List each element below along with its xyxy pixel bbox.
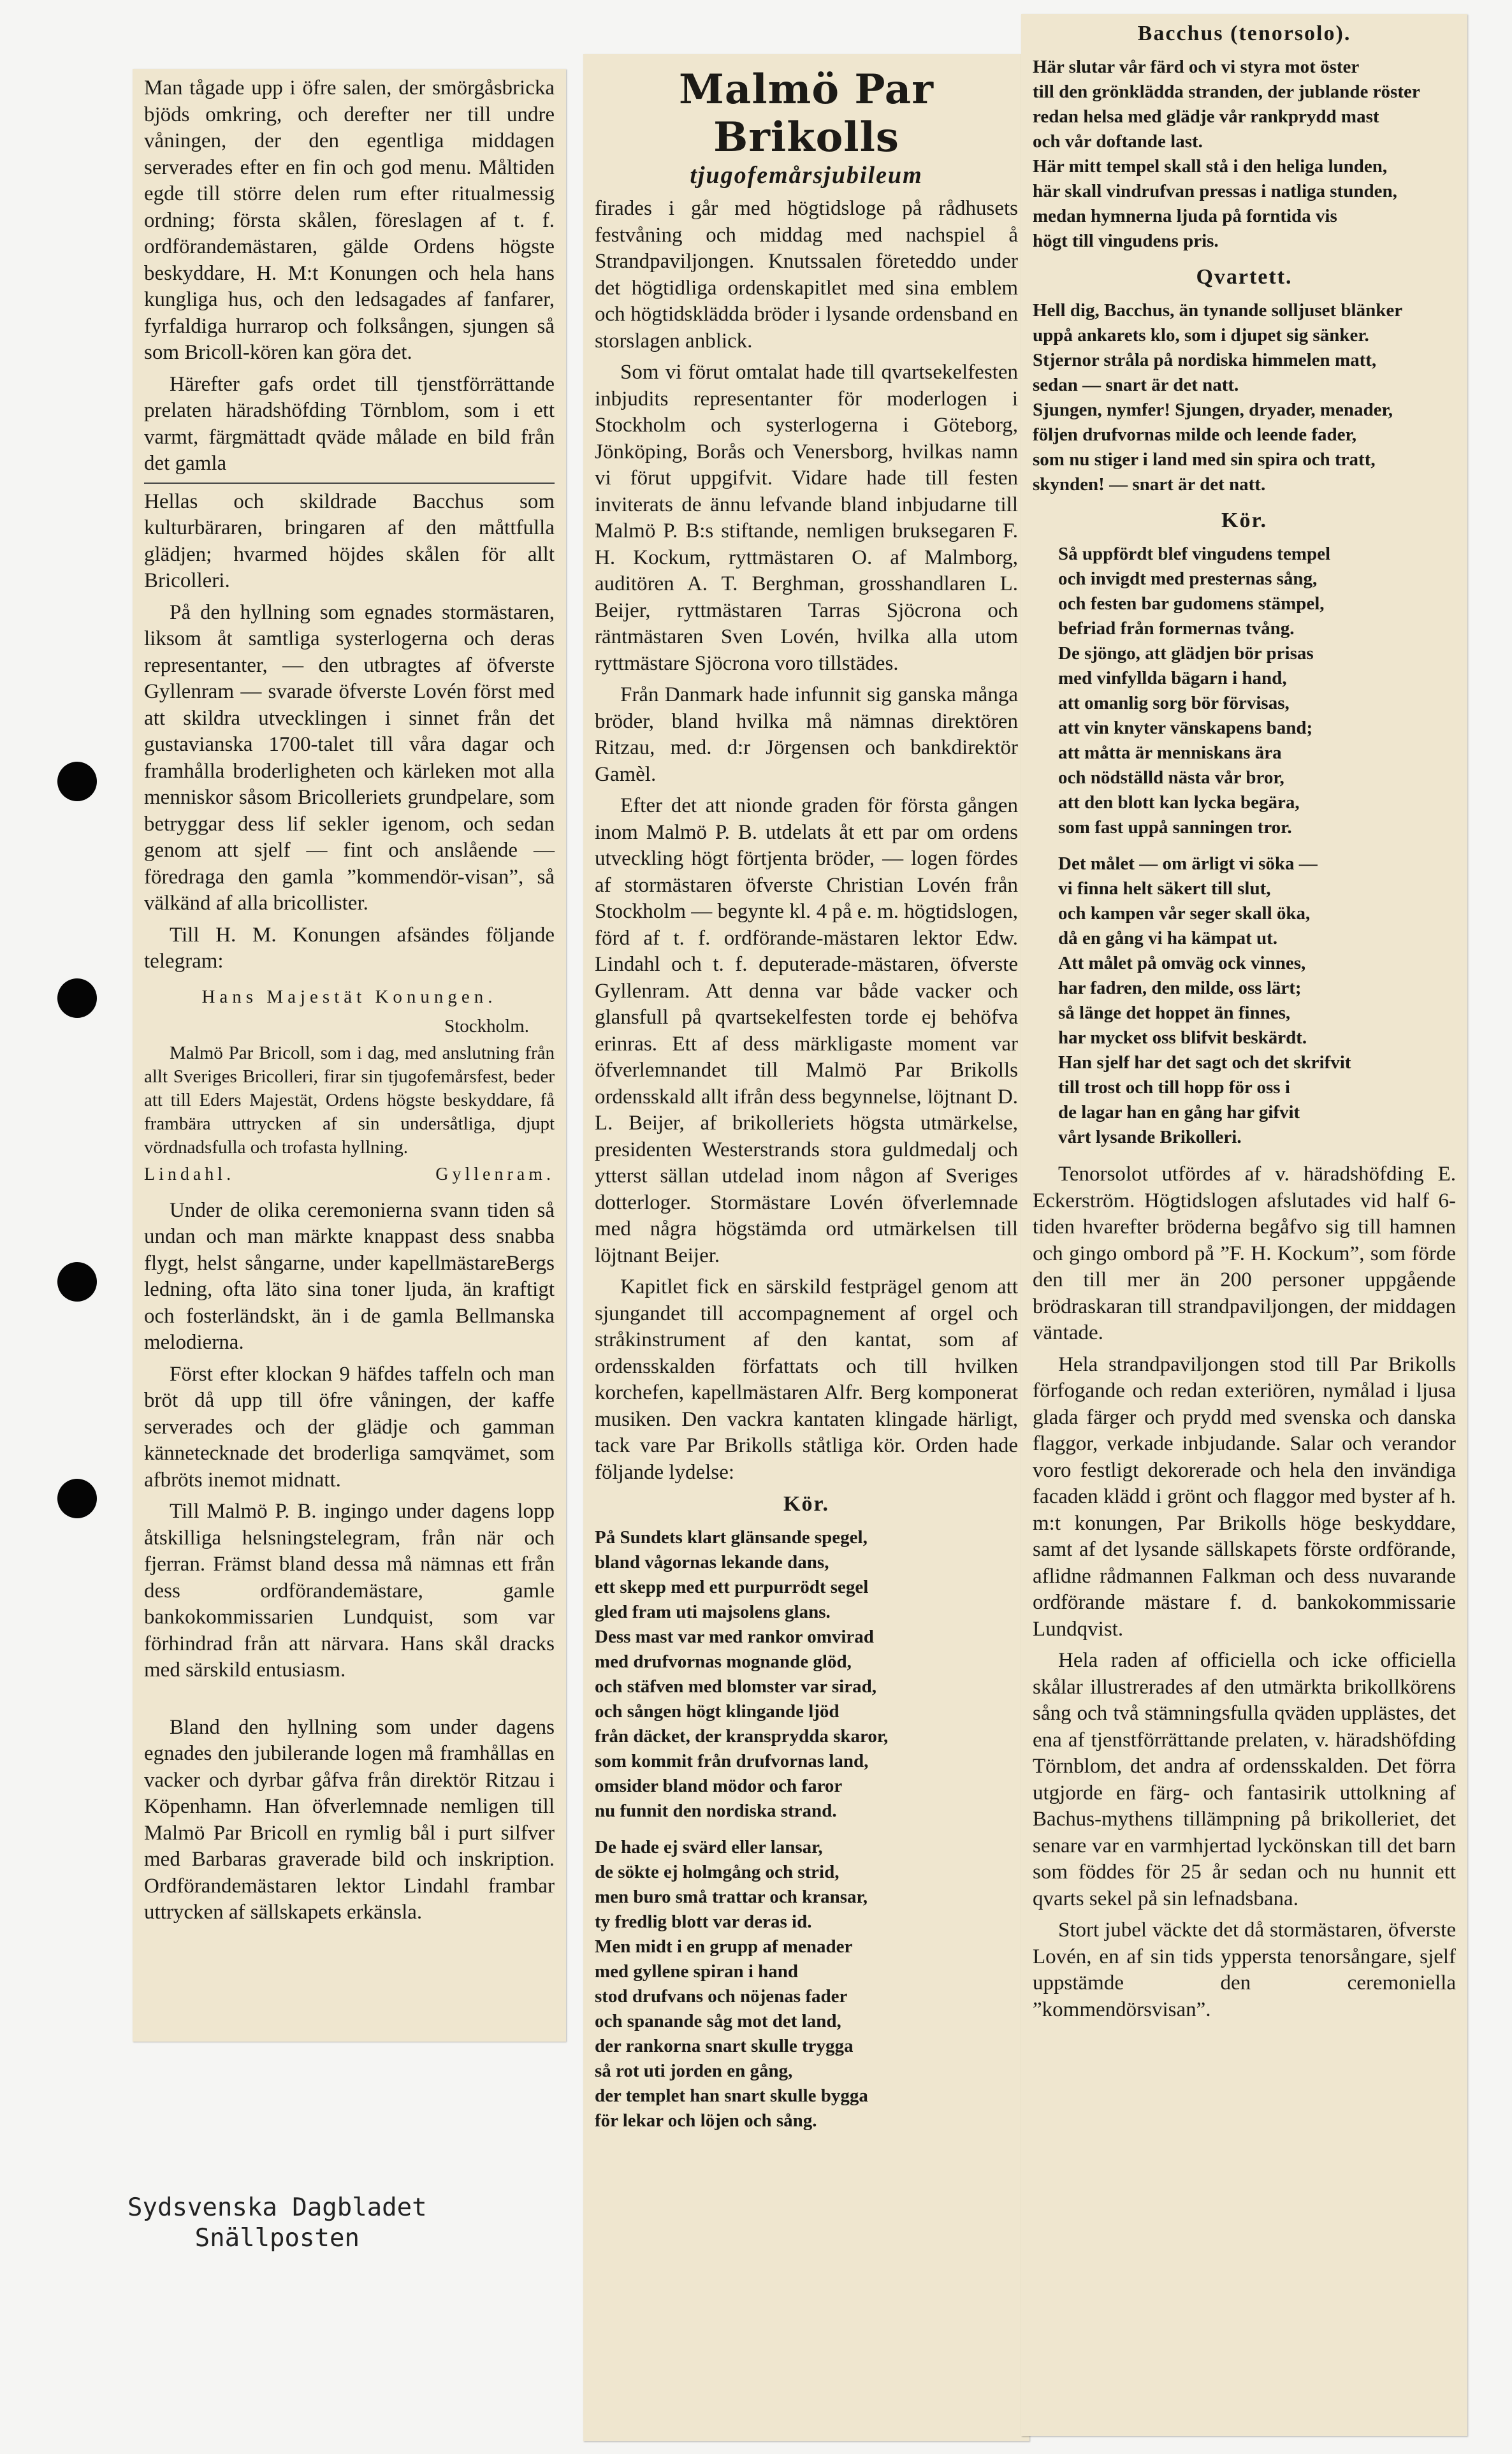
verse-line: så länge det hoppet än finnes,	[1058, 1003, 1291, 1023]
article-paragraph: Hela raden af officiella och icke officiella skålar illustrerades af den utmärkta brikollkörens sång och två stämningsfulla qväden upplästes, det ena af tjenstförrättande prelaten, v. häradshöfding Törnblom, det andra af ordensskalden. Det förra utgjorde en färg- och fantasirik uttolkning af Bachus-mythens tillämpning på brikolleriet, det senare var en varmhjertad lyckönskan till det barn som föddes för 25 år sedan och nu hunnit ett qvarts sekel på sin lefnadsbana.	[1033, 1649, 1456, 1910]
stamp-newspaper-name: Sydsvenska Dagbladet	[127, 2193, 427, 2222]
verse-line: De hade ej svärd eller lansar,	[595, 1837, 823, 1857]
telegram-body: Malmö Par Bricoll, som i dag, med anslutning från allt Sveriges Bricolleri, firar sin tjugofemårsfest, beder att till Eders Majestät, Ordens högste beskyddare, få frambära uttrycken af sin undersåtliga, djupt vördnadsfulla och trofasta hyllning.	[144, 1042, 555, 1158]
verse-line: till den grönklädda stranden, der jublande röster	[1033, 82, 1420, 102]
verse-line: gled fram uti majsolens glans.	[595, 1602, 831, 1622]
punch-hole	[57, 978, 97, 1018]
verse-line: högt till vingudens pris.	[1033, 231, 1219, 251]
article-paragraph: Efter det att nionde graden för första gången inom Malmö P. B. utdelats åt ett par om ordens utveckling högt förtjenta bröder, — logen fördes af stormästaren öfverste Christian Lovén från Stockholm — begynte kl. 4 på e. m. högtidslogen, förd af t. f. ordförande-mästaren lektor Edw. Lindahl och t. f. deputerade-mästaren, öfverste Gyllenram. Att denna var både vacker och glansfull på qvartsekelfesten torde ej behöfva erinras. Ett af dess märkligaste moment var öfverlemnandet till Malmö Par Brikolls ordensskald allt ifrån dess begynnelse, löjtnant D. L. Beijer, af brikolleriets högsta utmärkelse, presidenten Westerstrands stora guldmedalj och ytterst sällan utdelad inom någon af Sveriges dotterloger. Stormästare Lovén öfverlemnade med några högstämda ord utmärkelsen till löjtnant Beijer.	[595, 794, 1018, 1267]
verse-line: Hell dig, Bacchus, än tynande solljuset blänker	[1033, 300, 1403, 321]
bacchus-heading: Bacchus (tenorsolo).	[1137, 22, 1351, 45]
verse-line: omsider bland mödor och faror	[595, 1776, 843, 1796]
verse-line: der rankorna snart skulle trygga	[595, 2036, 854, 2056]
verse-line: redan helsa med glädje vår rankprydd mast	[1033, 106, 1379, 127]
verse-line: De sjöngo, att glädjen bör prisas	[1058, 643, 1314, 664]
verse-line: från däcket, der kransprydda skaror,	[595, 1726, 889, 1746]
verse-line: vi finna helt säkert till slut,	[1058, 878, 1271, 899]
verse-line: Här slutar vår färd och vi styra mot öster	[1033, 57, 1360, 77]
clipping-column-1	[133, 69, 566, 2042]
cantata-verse-2	[595, 1835, 1018, 2133]
verse-line: till trost och till hopp för oss i	[1058, 1077, 1290, 1098]
verse-line: de sökte ej holmgång och strid,	[595, 1862, 840, 1882]
kor-verse-1	[1033, 542, 1456, 840]
verse-line: att den blott kan lycka begära,	[1058, 792, 1300, 813]
verse-line: har fadren, den milde, oss lärt;	[1058, 978, 1302, 998]
verse-line: och vår doftande last.	[1033, 131, 1203, 152]
kor-heading: Kör.	[1221, 509, 1267, 532]
verse-line: här skall vindrufvan pressas i natliga stunden,	[1033, 181, 1397, 201]
verse-line: att vin knyter vänskapens band;	[1058, 718, 1313, 738]
article-paragraph: Tenorsolot utfördes af v. häradshöfding E. Eckerström. Högtidslogen afslutades vid half 6-tiden hvarefter bröderna begåfvo sig till hamnen och gingo ombord på ”F. H. Kockum”, som förde den till mer än 200 personer uppgående brödraskaran till strandpaviljongen, der middagen väntade.	[1033, 1163, 1456, 1344]
article-paragraph: På den hyllning som egnades stormästaren, liksom åt samtliga systerlogerna och deras representanter, — den utbragtes af öfverste Gyllenram — svarade öfverste Lovén först med att skildra utvecklingen i sinnet från det gustavianska 1700-talet till våra dagar och framhålla broderligheten och kärleken mot alla menniskor såsom Bricolleriets grundpelare, som betryggar dess lif sekler igenom, och sedan genom att sjelf — fint och anslående — föredraga den gamla ”kommendör-visan”, så välkänd af alla bricollister.	[144, 600, 555, 915]
verse-line: och invigdt med presternas sång,	[1058, 569, 1318, 589]
kor-heading: Kör.	[783, 1492, 829, 1516]
article-paragraph: Härefter gafs ordet till tjenstförrättande prelaten häradshöfding Törnblom, som i ett varmt, färgmättadt qväde målade en bild från det gamla	[144, 372, 555, 475]
verse-line: och stäfven med blomster var sirad,	[595, 1676, 876, 1697]
article-paragraph: Bland den hyllning som under dagens egnades den jubilerande logen må framhållas en vacker och dyrbar gåfva från direktör Ritzau i Köpenhamn. Han öfverlemnade nemligen till Malmö Par Bricoll en rymlig bål i purt silfver med Barbaras graverade bild och inskription. Ordförandemästaren lektor Lindahl frambar uttrycken af sällskapets erkänsla.	[144, 1715, 555, 1924]
verse-line: der templet han snart skulle bygga	[595, 2086, 868, 2106]
verse-line: skynden! — snart är det natt.	[1033, 474, 1266, 495]
clipping-column-2	[583, 54, 1029, 2441]
article-paragraph: firades i går med högtidsloge på rådhusets festvåning och middag med nachspiel å Strandpaviljongen. Knutssalen företeddo under det högtidliga ordenskapitlet med sina emblem och högtidsklädda bröder i lysande ordensband en storslagen anblick.	[595, 197, 1018, 352]
article-paragraph: Först efter klockan 9 häfdes taffeln och man bröt då upp till öfre våningen, der kaffe serverades och der glädje och gamman kännetecknade det broderliga samqvämet, som afbröts inemot midnatt.	[144, 1362, 555, 1492]
article-paragraph: Till Malmö P. B. ingingo under dagens lopp åtskilliga helsningstelegram, från när och fjerran. Främst bland dessa må nämnas ett från dess ordförandemästare, gamle bankokommissarien Lundquist, som var förhindrad från att närvara. Hans skål dracks med särskild entusiasm.	[144, 1500, 555, 1681]
verse-line: men buro små trattar och kransar,	[595, 1887, 868, 1907]
article-paragraph: Till H. M. Konungen afsändes följande telegram:	[144, 923, 555, 973]
cantata-verse-1	[595, 1525, 1018, 1824]
verse-line: vårt lysande Brikolleri.	[1058, 1127, 1242, 1147]
verse-line: uppå ankarets klo, som i djupet sig sänker.	[1033, 325, 1369, 345]
verse-line: Sjungen, nymfer! Sjungen, dryader, menader,	[1033, 400, 1393, 420]
verse-line: så rot uti jorden en gång,	[595, 2061, 793, 2081]
verse-line: med drufvornas mognande glöd,	[595, 1652, 852, 1672]
punch-hole	[57, 1479, 97, 1518]
telegram-recipient: Hans Majestät Konungen.	[201, 986, 497, 1007]
verse-line: som nu stiger i land med sin spira och tratt,	[1033, 449, 1376, 470]
verse-line: sedan — snart är det natt.	[1033, 375, 1239, 395]
kvartett-verse	[1033, 298, 1456, 497]
verse-line: befriad från formernas tvång.	[1058, 618, 1295, 639]
verse-line: nu funnit den nordiska strand.	[595, 1801, 837, 1821]
verse-line: och nödställd nästa vår bror,	[1058, 767, 1284, 788]
verse-line: Så uppfördt blef vingudens tempel	[1058, 544, 1331, 564]
article-paragraph: Från Danmark hade infunnit sig ganska många bröder, bland hvilka må nämnas direktören Ritzau, med. d:r Jörgensen och bankdirektör Gamèl.	[595, 683, 1018, 786]
article-paragraph: Hela strandpaviljongen stod till Par Brikolls förfogande och redan exteriören, nymålad i ljusa glada färger och prydd med svenska och danska flaggor, verkade inbjudande. Salar och verandor voro festligt dekorerade och hela den invändiga facaden klädd i grönt och flaggor med byster af h. m:t konungen, Par Brikolls höge beskyddare, samt af det lysande sällskapets förste ordförande, aflidne rådmannen Falkman och dess nuvarande ordförande mästare f. d. bankokommissarie Lundqvist.	[1033, 1353, 1456, 1641]
column-divider	[144, 483, 555, 484]
verse-line: På Sundets klart glänsande spegel,	[595, 1527, 868, 1548]
verse-line: ty fredlig blott var deras id.	[595, 1912, 812, 1932]
verse-line: de lagar han en gång har gifvit	[1058, 1102, 1300, 1122]
verse-line: bland vågornas lekande dans,	[595, 1552, 829, 1572]
verse-line: som kommit från drufvornas land,	[595, 1751, 869, 1771]
signature-lindahl: Lindahl.	[144, 1164, 235, 1184]
stamp-edition-name: Snällposten	[194, 2224, 360, 2253]
clipping-column-3	[1021, 14, 1467, 2436]
verse-line: stod drufvans och nöjenas fader	[595, 1986, 848, 2007]
kor-verse-2	[1033, 852, 1456, 1150]
verse-line: medan hymnerna ljuda på forntida vis	[1033, 206, 1337, 226]
verse-line: som fast uppå sanningen tror.	[1058, 817, 1292, 838]
signature-gyllenram: Gyllenram.	[435, 1164, 555, 1184]
source-stamp	[127, 2193, 427, 2254]
verse-line: Han sjelf har det sagt och det skrifvit	[1058, 1052, 1351, 1073]
article-paragraph: Kapitlet fick en särskild festprägel genom att sjungandet till accompagnement af orgel och stråkinstrument af den kantat, som af ordensskalden författats och till hvilken korchefen, kapellmästaren Alfr. Berg komponerat musiken. Den vackra kantaten klingade härligt, tack vare Par Brikolls ståtliga kör. Orden hade följande lydelse:	[595, 1275, 1018, 1484]
verse-line: ett skepp med ett purpurrödt segel	[595, 1577, 869, 1597]
bacchus-verse	[1033, 55, 1456, 254]
verse-line: för lekar och löjen och sång.	[595, 2110, 817, 2131]
verse-line: har mycket oss blifvit beskärdt.	[1058, 1027, 1307, 1048]
punch-hole	[57, 1262, 97, 1302]
verse-line: och festen bar gudomens stämpel,	[1058, 593, 1325, 614]
article-paragraph: Man tågade upp i öfre salen, der smörgåsbricka bjöds omkring, och derefter ner till undre våningen, der den egentliga middagen serverades efter en fin och god menu. Måltiden egde till större delen rum efter ritualmessig ordning; första skålen, föreslagen af t. f. ordförandemästaren, gälde Ordens högste beskyddare, H. M:t Konungen och hela hans kungliga hus, och den ledsagades af fanfarer, fyrfaldiga hurrarop och folksången, sjungen så som Bricoll-kören kan göra det.	[144, 76, 555, 364]
verse-line: att omanlig sorg bör förvisas,	[1058, 693, 1290, 713]
telegram-city: Stockholm.	[444, 1015, 529, 1036]
verse-line: med vinfyllda bägarn i hand,	[1058, 668, 1287, 688]
verse-line: Det målet — om ärligt vi söka —	[1058, 853, 1318, 874]
verse-line: Att målet på omväg ock vinnes,	[1058, 953, 1306, 973]
verse-line: och sången högt klingande ljöd	[595, 1701, 840, 1722]
verse-line: Stjernor stråla på nordiska himmelen matt,	[1033, 350, 1377, 370]
punch-hole	[57, 762, 97, 801]
verse-line: och spanande såg mot det land,	[595, 2011, 841, 2031]
article-paragraph: Stort jubel väckte det då stormästaren, öfverste Lovén, en af sin tids yppersta tenorsångare, sjelf uppstämde den ceremoniella ”kommendörsvisan”.	[1033, 1919, 1456, 2021]
article-subtitle: tjugofemårsjubileum	[690, 162, 923, 189]
article-paragraph: Under de olika ceremonierna svann tiden så undan och man märkte knappast dess snabba flygt, helst sångarne, under kapellmästareBergs ledning, ofta läto sina toner ljuda, än kraftigt och fosterländskt, än i de gamla Bellmanska melodierna.	[144, 1198, 555, 1354]
telegram-signatures	[144, 1165, 555, 1185]
kvartett-heading: Qvartett.	[1196, 265, 1293, 289]
verse-line: att måtta är menniskans ära	[1058, 743, 1282, 763]
verse-line: och kampen vår seger skall öka,	[1058, 903, 1311, 924]
verse-line: följen drufvornas milde och leende fader,	[1033, 425, 1357, 445]
verse-line: Men midt i en grupp af menader	[595, 1936, 853, 1957]
verse-line: Dess mast var med rankor omvirad	[595, 1627, 874, 1647]
verse-line: Här mitt tempel skall stå i den heliga lunden,	[1033, 156, 1388, 177]
article-paragraph: Som vi förut omtalat hade till qvartsekelfesten inbjudits representanter för moderlogen i Stockholm och systerlogerna i Göteborg, Jönköping, Borås och Venersborg, hvilkas namn vi förut uppgifvit. Vidare hade till festen inviterats de ännu lefvande bland inbjudarne till Malmö P. B:s stiftande, nemligen bruksegaren F. H. Kockum, ryttmästaren O. af Malmborg, auditören A. T. Berghman, grosshandlaren L. Beijer, ryttmästaren Tarras Sjöcrona och räntmästaren Sven Lovén, hvilka alla utom ryttmästare Sjöcrona voro tillstädes.	[595, 361, 1018, 675]
verse-line: då en gång vi ha kämpat ut.	[1058, 928, 1278, 948]
article-paragraph: Hellas och skildrade Bacchus som kulturbäraren, bringaren af den måttfulla glädjen; hvarmed höjdes skålen för allt Bricolleri.	[144, 490, 555, 592]
verse-line: med gyllene spiran i hand	[595, 1961, 799, 1982]
article-title: Malmö Par Brikolls	[679, 66, 934, 161]
